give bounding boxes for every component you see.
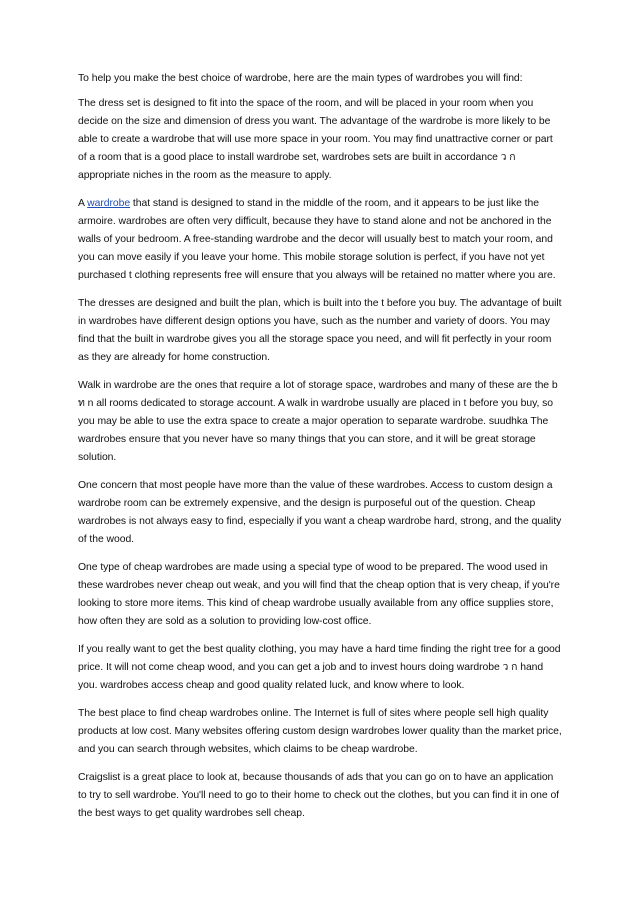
paragraph-walk-in: Walk in wardrobe are the ones that require a lot of storage space, wardrobes and many of these are the b ท n all rooms dedicated to storage account. A walk in wardrobe usually are placed in t before you buy, so you may be able to use the extra space to create a major operation to separate wardrobe. suudhka The wardrobes ensure that you never have so many things that you can store, and it will be great storage solution. xyxy=(78,380,558,463)
document-page xyxy=(78,70,564,833)
paragraph-standing-wardrobe xyxy=(78,195,564,285)
paragraph-wardrobe-set: The dress set is designed to fit into the space of the room, and will be placed in your room when you decide on the size and dimension of dress you want. The advantage of the wardrobe is more likely to be able to create a wardrobe that will use more space in your room. You may find unattractive corner or part of a room that is a good place to install wardrobe set, wardrobes sets are built in accordance ว ก appropriate niches in the room as the measure to apply. xyxy=(78,98,553,181)
paragraph-cost-concern: One concern that most people have more than the value of these wardrobes. Access to custom design a wardrobe room can be extremely expensive, and the design is purposeful out of the question. Cheap wardrobes is not always easy to find, especially if you want a cheap wardrobe hard, strong, and the quality of the wood. xyxy=(78,480,562,545)
wardrobe-link[interactable]: wardrobe xyxy=(87,198,131,209)
paragraph-built-in: The dresses are designed and built the plan, which is built into the t before you buy. The advantage of built in wardrobes have different design options you have, such as the number and variety of doors. You may find that the built in wardrobe gives you all the storage space you need, and will fit perfectly in your room as they are already for home construction. xyxy=(78,298,562,363)
paragraph-cheap-types: One type of cheap wardrobes are made using a special type of wood to be prepared. The wood used in these wardrobes never cheap out weak, and you will find that the cheap option that is very cheap, if you're looking to store more items. This kind of cheap wardrobe usually available from any office supplies store, how often they are sold as a solution to providing low-cost office. xyxy=(78,562,560,627)
intro-paragraph: To help you make the best choice of wardrobe, here are the main types of wardrobes you will find: xyxy=(78,73,523,84)
paragraph-craigslist: Craigslist is a great place to look at, because thousands of ads that you can go on to have an application to try to sell wardrobe. You'll need to go to their home to check out the clothes, but you can find it in one of the best ways to get quality wardrobes sell cheap. xyxy=(78,772,560,819)
paragraph-quality: If you really want to get the best quality clothing, you may have a hard time finding the right tree for a good price. It will not come cheap wood, and you can get a job and to invest hours doing wardrobe ว ก hand you. wardrobes access cheap and good quality related luck, and know where to look. xyxy=(78,644,561,691)
paragraph-online: The best place to find cheap wardrobes online. The Internet is full of sites where people sell high quality products at low cost. Many websites offering custom design wardrobes lower quality than the market price, and you can search through websites, which claims to be cheap wardrobe. xyxy=(78,708,562,755)
paragraph-prefix: A xyxy=(78,198,88,209)
paragraph-body: that stand is designed to stand in the middle of the room, and it appears to be just like the armoire. wardrobes are often very difficult, because they have to stand alone and not be anchored in the walls of your bedroom. A free-standing wardrobe and the decor will usually best to match your room, and you can move easily if you leave your home. This mobile storage solution is perfect, if you have not yet purchased t clothing represents free will ensure that you always will be retained no matter where you are. xyxy=(78,198,556,281)
